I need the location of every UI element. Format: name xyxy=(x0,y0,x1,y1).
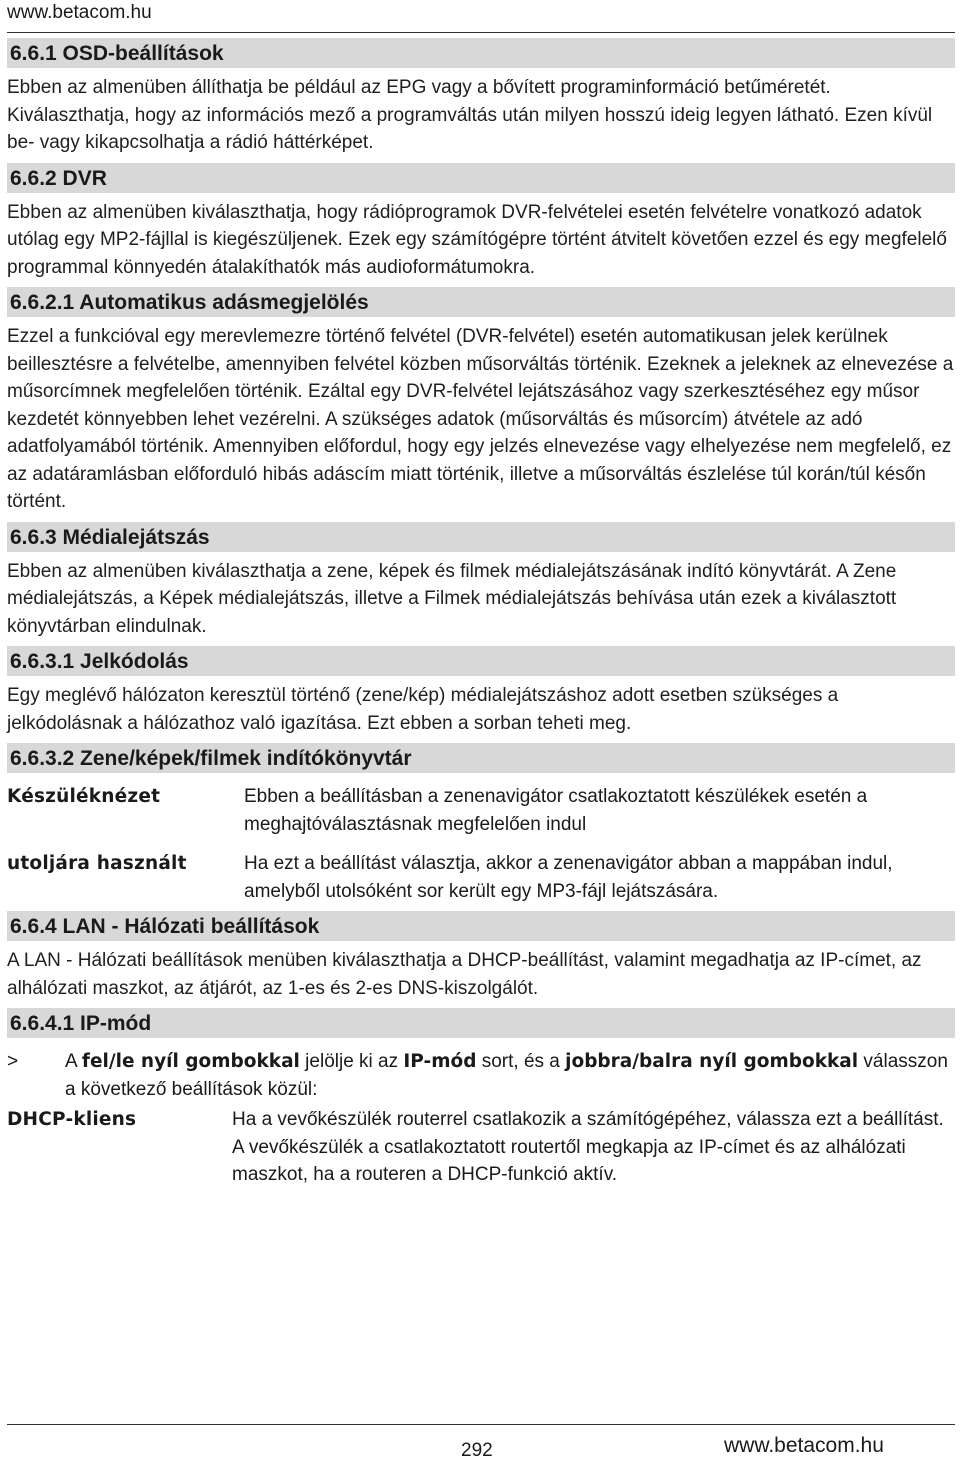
instruction-part: sort, és a xyxy=(476,1051,566,1072)
instruction-key: jobbra/balra nyíl gombokkal xyxy=(565,1051,859,1072)
definition-term: DHCP-kliens xyxy=(7,1109,137,1130)
section-title-lan: 6.6.4 LAN - Hálózati beállítások xyxy=(7,911,955,941)
instruction-item xyxy=(7,1048,955,1104)
section-title-auto: 6.6.2.1 Automatikus adásmegjelölés xyxy=(7,287,955,317)
definition-row xyxy=(7,850,955,905)
section-title-startdir: 6.6.3.2 Zene/képek/filmek indítókönyvtár xyxy=(7,743,955,773)
section-title-coding: 6.6.3.1 Jelkódolás xyxy=(7,646,955,676)
header-rule xyxy=(7,32,955,33)
section-text-auto: Ezzel a funkcióval egy merevlemezre történő felvétel (DVR-felvétel) esetén automatikusan jelek kerülnek beillesztésre a felvételbe, amennyiben felvétel közben műsorváltás történik. Ezeknek a jeleknek az elnevezése a műsorcímnek megfelelően történik. Ezáltal egy DVR-felvétel lejátszásához vagy szerkesztéséhez egy műsor kezdetét könnyebben lehet vezérelni. A szükséges adatok (műsorváltás és műsorcím) átvétele az adó adatfolyamából történik. Amennyiben előfordul, hogy egy jelzés elnevezése vagy elhelyezése nem megfelelő, ez az adatáramlásban előforduló hibás adáscím miatt történik, illetve a műsorváltás észlelése túl korán/túl későn történt. xyxy=(7,326,954,512)
instruction-marker: > xyxy=(7,1051,19,1072)
definition-term: Készüléknézet xyxy=(7,786,161,807)
instruction-key: fel/le nyíl gombokkal xyxy=(81,1051,300,1072)
footer-rule xyxy=(7,1424,955,1425)
header-site-url: www.betacom.hu xyxy=(7,2,152,23)
instruction-text xyxy=(65,1048,955,1104)
page-content xyxy=(7,34,955,1189)
definition-row xyxy=(7,1106,955,1189)
definition-desc: Ha ezt a beállítást választja, akkor a zenenavigátor abban a mappában indul, amelyből utolsóként sor került egy MP3-fájl lejátszására. xyxy=(244,853,893,902)
section-title-osd: 6.6.1 OSD-beállítások xyxy=(7,38,955,68)
instruction-part: A xyxy=(65,1051,82,1072)
section-text-osd: Ebben az almenüben állíthatja be például az EPG vagy a bővített programinformáció betűméretét. Kiválaszthatja, hogy az információs mező a programváltás után milyen hosszú ideig legyen látható. Ezen kívül be- vagy kikapcsolhatja a rádió háttérképet. xyxy=(7,77,933,153)
section-text-coding: Egy meglévő hálózaton keresztül történő (zene/kép) médialejátszáshoz adott esetben szükséges a jelkódolásnak a hálózathoz való igazítása. Ezt ebben a sorban teheti meg. xyxy=(7,685,839,734)
instruction-key: IP-mód xyxy=(403,1051,477,1072)
section-title-ipmode: 6.6.4.1 IP-mód xyxy=(7,1008,955,1038)
section-title-media: 6.6.3 Médialejátszás xyxy=(7,522,955,552)
section-text-media: Ebben az almenüben kiválaszthatja a zene, képek és filmek médialejátszásának indító könyvtárát. A Zene médialejátszás, a Képek médialejátszás, illetve a Filmek médialejátszás behívása után ezek a kiválasztott könyvtárban elindulnak. xyxy=(7,560,897,637)
section-text-dvr: Ebben az almenüben kiválaszthatja, hogy rádióprogramok DVR-felvételei esetén felvételre vonatkozó adatok utólag egy MP2-fájllal is kiegészüljenek. Ezek egy számítógépre történt átvitelt követően ezzel és egy megfelelő programmal könnyedén átalakíthatók más audioformátumokra. xyxy=(7,201,947,278)
instruction-part: jelölje ki az xyxy=(299,1051,404,1072)
definition-row xyxy=(7,783,955,838)
footer-site-url: www.betacom.hu xyxy=(724,1434,884,1457)
section-text-lan: A LAN - Hálózati beállítások menüben kiválaszthatja a DHCP-beállítást, valamint megadhatja az IP-címet, az alhálózati maszkot, az átjárót, az 1-es és 2-es DNS-kiszolgálót. xyxy=(7,950,922,999)
definition-desc: Ha a vevőkészülék routerrel csatlakozik a számítógépéhez, válassza ezt a beállítást. A vevőkészülék a csatlakoztatott routertől megkapja az IP-címet és az alhálózati maszkot, ha a routeren a DHCP-funkció aktív. xyxy=(232,1109,944,1185)
page-number: 292 xyxy=(461,1440,493,1461)
definition-term: utoljára használt xyxy=(7,853,187,874)
instruction-part: válasszon a következő beállítások közül: xyxy=(65,1051,948,1100)
section-title-dvr: 6.6.2 DVR xyxy=(7,163,955,193)
definition-desc: Ebben a beállításban a zenenavigátor csatlakoztatott készülékek esetén a meghajtóválasztásnak megfelelően indul xyxy=(244,786,868,835)
